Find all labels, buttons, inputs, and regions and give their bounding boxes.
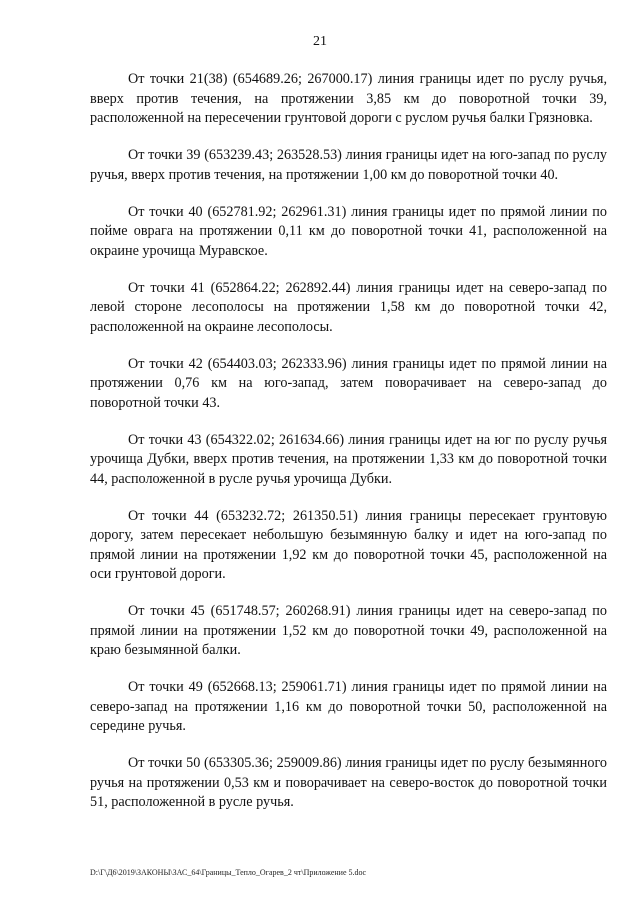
page-number: 21 [313,34,327,49]
boundary-paragraph: От точки 39 (653239.43; 263528.53) линия границы идет на юго-запад по руслу ручья, вверх против течения, на протяжении 1,00 км до поворотной точки 40. [90,147,607,183]
boundary-paragraph: От точки 21(38) (654689.26; 267000.17) линия границы идет по руслу ручья, вверх против течения, на протяжении 3,85 км до поворотной точки 39, расположенной на пересечении грунтовой дороги с руслом ручья балки Грязновка. [90,71,607,126]
boundary-paragraph: От точки 50 (653305.36; 259009.86) линия границы идет по руслу безымянного ручья на протяжении 0,53 км и поворачивает на северо-восток до поворотной точки 51, расположенной в русле ручья. [90,755,607,810]
boundary-paragraph: От точки 49 (652668.13; 259061.71) линия границы идет по прямой линии на северо-запад на протяжении 1,16 км до поворотной точки 50, расположенной на середине ручья. [90,679,607,734]
boundary-paragraph: От точки 44 (653232.72; 261350.51) линия границы пересекает грунтовую дорогу, затем пересекает небольшую безымянную балку и идет на юго-запад по прямой линии на протяжении 1,92 км до поворотной точки 45, расположенной на оси грунтовой дороги. [90,507,607,582]
file-path-footer: D:\Г\Д6\2019\ЗАКОНЫ\ЗАС_64\Границы_Тепло_Огарев_2 чт\Приложение 5.doc [90,868,367,877]
boundary-paragraph: От точки 45 (651748.57; 260268.91) линия границы идет на северо-запад по прямой линии на протяжении 1,52 км до поворотной точки 49, расположенной на краю безымянной балки. [90,603,607,658]
boundary-paragraph: От точки 41 (652864.22; 262892.44) линия границы идет на северо-запад по левой стороне лесополосы на протяжении 1,58 км до поворотной точки 42, расположенной на окраине лесополосы. [90,279,607,335]
boundary-paragraph: От точки 40 (652781.92; 262961.31) линия границы идет по прямой линии по пойме оврага на протяжении 0,11 км до поворотной точки 41, расположенной на окраине урочища Муравское. [90,203,607,259]
boundary-paragraph: От точки 42 (654403.03; 262333.96) линия границы идет по прямой линии на протяжении 0,76 км на юго-запад, затем поворачивает на северо-запад до поворотной точки 43. [90,355,607,411]
boundary-paragraph: От точки 43 (654322.02; 261634.66) линия границы идет на юг по руслу ручья урочища Дубки, вверх против течения, на протяжении 1,33 км до поворотной точки 44, расположенной в русле ручья урочища Дубки. [90,431,607,487]
document-body [90,70,607,830]
